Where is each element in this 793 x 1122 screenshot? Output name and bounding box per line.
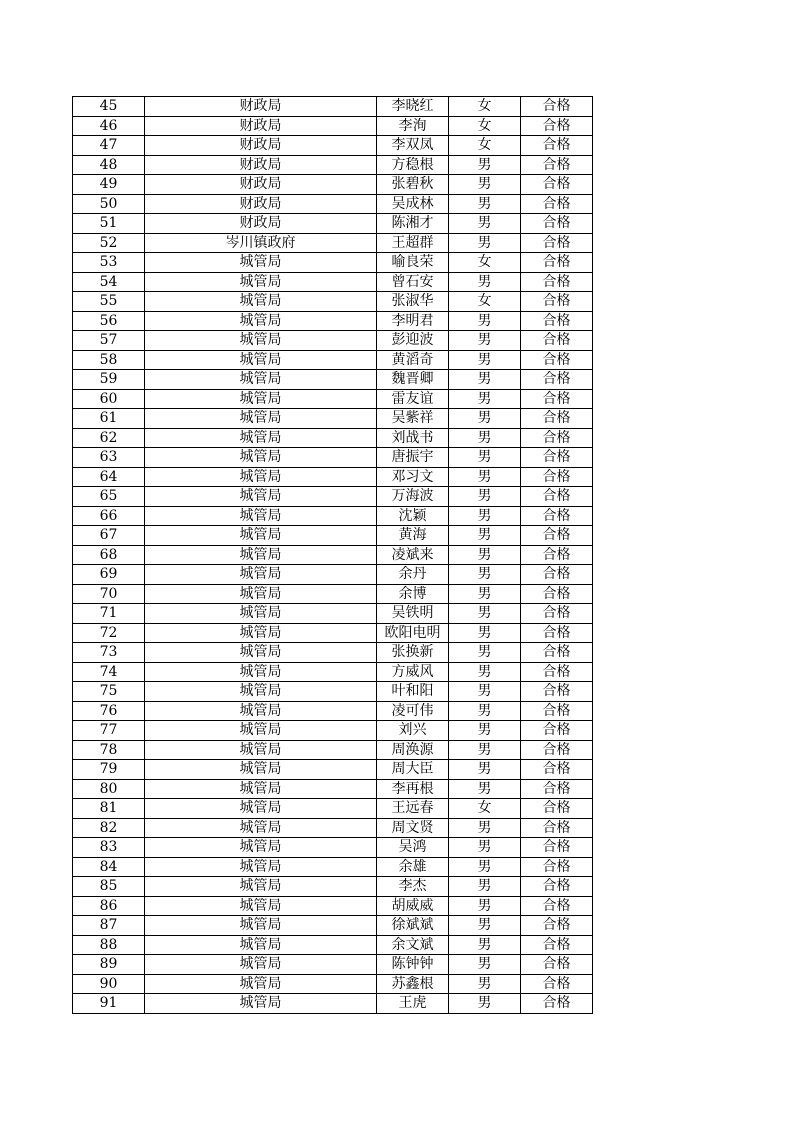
row-number-cell: 63 <box>73 448 145 468</box>
name-cell: 邓习文 <box>377 467 449 487</box>
gender-cell: 女 <box>449 799 521 819</box>
result-cell: 合格 <box>521 233 593 253</box>
unit-cell: 城管局 <box>145 584 377 604</box>
name-cell: 李双凤 <box>377 136 449 156</box>
unit-cell: 城管局 <box>145 818 377 838</box>
name-cell: 张换新 <box>377 643 449 663</box>
unit-cell: 城管局 <box>145 877 377 897</box>
name-cell: 叶和阳 <box>377 682 449 702</box>
name-cell: 沈颖 <box>377 506 449 526</box>
row-number-cell: 46 <box>73 116 145 136</box>
name-cell: 吴铁明 <box>377 604 449 624</box>
unit-cell: 城管局 <box>145 389 377 409</box>
unit-cell: 城管局 <box>145 643 377 663</box>
row-number-cell: 48 <box>73 155 145 175</box>
gender-cell: 男 <box>449 175 521 195</box>
table-row <box>73 233 593 253</box>
table-row <box>73 272 593 292</box>
gender-cell: 男 <box>449 428 521 448</box>
row-number-cell: 87 <box>73 916 145 936</box>
name-cell: 苏鑫根 <box>377 974 449 994</box>
name-cell: 胡威威 <box>377 896 449 916</box>
row-number-cell: 51 <box>73 214 145 234</box>
gender-cell: 男 <box>449 623 521 643</box>
gender-cell: 男 <box>449 214 521 234</box>
row-number-cell: 58 <box>73 350 145 370</box>
gender-cell: 男 <box>449 779 521 799</box>
name-cell: 王虎 <box>377 994 449 1014</box>
gender-cell: 男 <box>449 526 521 546</box>
unit-cell: 财政局 <box>145 97 377 117</box>
table-row <box>73 584 593 604</box>
row-number-cell: 65 <box>73 487 145 507</box>
name-cell: 周涣源 <box>377 740 449 760</box>
gender-cell: 男 <box>449 994 521 1014</box>
table-row <box>73 604 593 624</box>
table-row <box>73 935 593 955</box>
table-row <box>73 175 593 195</box>
table-row <box>73 662 593 682</box>
gender-cell: 男 <box>449 721 521 741</box>
row-number-cell: 60 <box>73 389 145 409</box>
name-cell: 曾石安 <box>377 272 449 292</box>
result-cell: 合格 <box>521 545 593 565</box>
table-row <box>73 389 593 409</box>
unit-cell: 城管局 <box>145 974 377 994</box>
result-cell: 合格 <box>521 760 593 780</box>
result-cell: 合格 <box>521 116 593 136</box>
unit-cell: 城管局 <box>145 623 377 643</box>
table-row <box>73 701 593 721</box>
row-number-cell: 91 <box>73 994 145 1014</box>
row-number-cell: 50 <box>73 194 145 214</box>
result-cell: 合格 <box>521 272 593 292</box>
result-cell: 合格 <box>521 838 593 858</box>
result-cell: 合格 <box>521 896 593 916</box>
name-cell: 黄海 <box>377 526 449 546</box>
row-number-cell: 86 <box>73 896 145 916</box>
unit-cell: 城管局 <box>145 857 377 877</box>
row-number-cell: 53 <box>73 253 145 273</box>
name-cell: 雷友谊 <box>377 389 449 409</box>
gender-cell: 男 <box>449 604 521 624</box>
name-cell: 王远春 <box>377 799 449 819</box>
gender-cell: 女 <box>449 116 521 136</box>
unit-cell: 城管局 <box>145 701 377 721</box>
unit-cell: 城管局 <box>145 935 377 955</box>
table-row <box>73 214 593 234</box>
result-cell: 合格 <box>521 97 593 117</box>
result-cell: 合格 <box>521 721 593 741</box>
result-cell: 合格 <box>521 194 593 214</box>
result-cell: 合格 <box>521 740 593 760</box>
result-cell: 合格 <box>521 214 593 234</box>
row-number-cell: 70 <box>73 584 145 604</box>
gender-cell: 男 <box>449 935 521 955</box>
gender-cell: 男 <box>449 760 521 780</box>
row-number-cell: 57 <box>73 331 145 351</box>
result-cell: 合格 <box>521 955 593 975</box>
unit-cell: 城管局 <box>145 916 377 936</box>
unit-cell: 城管局 <box>145 506 377 526</box>
row-number-cell: 56 <box>73 311 145 331</box>
row-number-cell: 80 <box>73 779 145 799</box>
result-cell: 合格 <box>521 311 593 331</box>
result-cell: 合格 <box>521 428 593 448</box>
table-row <box>73 857 593 877</box>
unit-cell: 岑川镇政府 <box>145 233 377 253</box>
name-cell: 方威风 <box>377 662 449 682</box>
result-cell: 合格 <box>521 935 593 955</box>
row-number-cell: 66 <box>73 506 145 526</box>
row-number-cell: 72 <box>73 623 145 643</box>
name-cell: 李再根 <box>377 779 449 799</box>
gender-cell: 男 <box>449 506 521 526</box>
name-cell: 吴紫祥 <box>377 409 449 429</box>
name-cell: 周文贤 <box>377 818 449 838</box>
table-row <box>73 877 593 897</box>
result-cell: 合格 <box>521 682 593 702</box>
result-cell: 合格 <box>521 389 593 409</box>
unit-cell: 城管局 <box>145 526 377 546</box>
result-cell: 合格 <box>521 136 593 156</box>
table-row <box>73 526 593 546</box>
gender-cell: 男 <box>449 643 521 663</box>
table-row <box>73 311 593 331</box>
name-cell: 吴鸿 <box>377 838 449 858</box>
row-number-cell: 59 <box>73 370 145 390</box>
gender-cell: 男 <box>449 701 521 721</box>
result-cell: 合格 <box>521 370 593 390</box>
result-cell: 合格 <box>521 331 593 351</box>
table-row <box>73 116 593 136</box>
result-cell: 合格 <box>521 623 593 643</box>
unit-cell: 城管局 <box>145 311 377 331</box>
name-cell: 吴成林 <box>377 194 449 214</box>
unit-cell: 城管局 <box>145 740 377 760</box>
result-cell: 合格 <box>521 467 593 487</box>
row-number-cell: 89 <box>73 955 145 975</box>
name-cell: 魏晋卿 <box>377 370 449 390</box>
name-cell: 陈钟钟 <box>377 955 449 975</box>
table-row <box>73 818 593 838</box>
table-row <box>73 955 593 975</box>
table-row <box>73 97 593 117</box>
gender-cell: 男 <box>449 857 521 877</box>
name-cell: 李晓红 <box>377 97 449 117</box>
unit-cell: 城管局 <box>145 838 377 858</box>
table-row <box>73 760 593 780</box>
table-row <box>73 799 593 819</box>
row-number-cell: 85 <box>73 877 145 897</box>
name-cell: 欧阳电明 <box>377 623 449 643</box>
unit-cell: 城管局 <box>145 682 377 702</box>
unit-cell: 城管局 <box>145 467 377 487</box>
unit-cell: 城管局 <box>145 350 377 370</box>
name-cell: 张淑华 <box>377 292 449 312</box>
table-row <box>73 974 593 994</box>
unit-cell: 城管局 <box>145 292 377 312</box>
name-cell: 王超群 <box>377 233 449 253</box>
name-cell: 周大臣 <box>377 760 449 780</box>
row-number-cell: 82 <box>73 818 145 838</box>
name-cell: 徐斌斌 <box>377 916 449 936</box>
row-number-cell: 84 <box>73 857 145 877</box>
result-cell: 合格 <box>521 818 593 838</box>
gender-cell: 男 <box>449 662 521 682</box>
gender-cell: 男 <box>449 877 521 897</box>
gender-cell: 男 <box>449 955 521 975</box>
gender-cell: 男 <box>449 838 521 858</box>
table-row <box>73 350 593 370</box>
gender-cell: 男 <box>449 682 521 702</box>
table-row <box>73 682 593 702</box>
name-cell: 万海波 <box>377 487 449 507</box>
table-row <box>73 292 593 312</box>
gender-cell: 男 <box>449 818 521 838</box>
unit-cell: 城管局 <box>145 955 377 975</box>
result-cell: 合格 <box>521 409 593 429</box>
table-row <box>73 740 593 760</box>
unit-cell: 城管局 <box>145 253 377 273</box>
unit-cell: 城管局 <box>145 409 377 429</box>
unit-cell: 财政局 <box>145 116 377 136</box>
row-number-cell: 78 <box>73 740 145 760</box>
result-cell: 合格 <box>521 779 593 799</box>
name-cell: 彭迎波 <box>377 331 449 351</box>
result-cell: 合格 <box>521 604 593 624</box>
row-number-cell: 74 <box>73 662 145 682</box>
gender-cell: 男 <box>449 565 521 585</box>
unit-cell: 财政局 <box>145 194 377 214</box>
row-number-cell: 77 <box>73 721 145 741</box>
gender-cell: 男 <box>449 740 521 760</box>
table-row <box>73 506 593 526</box>
gender-cell: 男 <box>449 916 521 936</box>
unit-cell: 城管局 <box>145 799 377 819</box>
table-row <box>73 253 593 273</box>
gender-cell: 女 <box>449 292 521 312</box>
unit-cell: 城管局 <box>145 721 377 741</box>
table-row <box>73 194 593 214</box>
table-row <box>73 623 593 643</box>
unit-cell: 财政局 <box>145 175 377 195</box>
unit-cell: 城管局 <box>145 370 377 390</box>
table-row <box>73 838 593 858</box>
result-cell: 合格 <box>521 799 593 819</box>
result-cell: 合格 <box>521 487 593 507</box>
name-cell: 李明君 <box>377 311 449 331</box>
gender-cell: 男 <box>449 974 521 994</box>
table-row <box>73 916 593 936</box>
row-number-cell: 68 <box>73 545 145 565</box>
name-cell: 余文斌 <box>377 935 449 955</box>
result-cell: 合格 <box>521 974 593 994</box>
name-cell: 李洵 <box>377 116 449 136</box>
table-row <box>73 448 593 468</box>
gender-cell: 男 <box>449 350 521 370</box>
table-row <box>73 136 593 156</box>
result-cell: 合格 <box>521 643 593 663</box>
gender-cell: 男 <box>449 389 521 409</box>
roster-table <box>72 96 593 1014</box>
table-body <box>73 97 593 1014</box>
result-cell: 合格 <box>521 701 593 721</box>
row-number-cell: 52 <box>73 233 145 253</box>
result-cell: 合格 <box>521 155 593 175</box>
table-row <box>73 545 593 565</box>
unit-cell: 城管局 <box>145 545 377 565</box>
row-number-cell: 54 <box>73 272 145 292</box>
unit-cell: 城管局 <box>145 662 377 682</box>
unit-cell: 城管局 <box>145 779 377 799</box>
gender-cell: 女 <box>449 136 521 156</box>
unit-cell: 财政局 <box>145 214 377 234</box>
result-cell: 合格 <box>521 857 593 877</box>
name-cell: 陈湘才 <box>377 214 449 234</box>
unit-cell: 城管局 <box>145 896 377 916</box>
gender-cell: 男 <box>449 584 521 604</box>
result-cell: 合格 <box>521 994 593 1014</box>
result-cell: 合格 <box>521 506 593 526</box>
table-row <box>73 428 593 448</box>
result-cell: 合格 <box>521 877 593 897</box>
unit-cell: 城管局 <box>145 272 377 292</box>
name-cell: 方稳根 <box>377 155 449 175</box>
row-number-cell: 88 <box>73 935 145 955</box>
result-cell: 合格 <box>521 350 593 370</box>
gender-cell: 男 <box>449 233 521 253</box>
table-row <box>73 370 593 390</box>
table-row <box>73 409 593 429</box>
row-number-cell: 45 <box>73 97 145 117</box>
gender-cell: 男 <box>449 467 521 487</box>
name-cell: 余雄 <box>377 857 449 877</box>
gender-cell: 男 <box>449 194 521 214</box>
table-row <box>73 467 593 487</box>
row-number-cell: 81 <box>73 799 145 819</box>
name-cell: 李杰 <box>377 877 449 897</box>
table-row <box>73 721 593 741</box>
row-number-cell: 79 <box>73 760 145 780</box>
gender-cell: 女 <box>449 253 521 273</box>
gender-cell: 男 <box>449 896 521 916</box>
row-number-cell: 67 <box>73 526 145 546</box>
result-cell: 合格 <box>521 526 593 546</box>
gender-cell: 男 <box>449 331 521 351</box>
gender-cell: 男 <box>449 311 521 331</box>
table-row <box>73 155 593 175</box>
gender-cell: 男 <box>449 272 521 292</box>
name-cell: 余博 <box>377 584 449 604</box>
result-cell: 合格 <box>521 253 593 273</box>
result-cell: 合格 <box>521 916 593 936</box>
row-number-cell: 61 <box>73 409 145 429</box>
gender-cell: 女 <box>449 97 521 117</box>
gender-cell: 男 <box>449 448 521 468</box>
row-number-cell: 71 <box>73 604 145 624</box>
table-row <box>73 331 593 351</box>
row-number-cell: 76 <box>73 701 145 721</box>
table-row <box>73 643 593 663</box>
row-number-cell: 73 <box>73 643 145 663</box>
name-cell: 凌斌来 <box>377 545 449 565</box>
result-cell: 合格 <box>521 292 593 312</box>
unit-cell: 城管局 <box>145 448 377 468</box>
result-cell: 合格 <box>521 175 593 195</box>
table-row <box>73 779 593 799</box>
table-row <box>73 896 593 916</box>
row-number-cell: 49 <box>73 175 145 195</box>
gender-cell: 男 <box>449 370 521 390</box>
row-number-cell: 90 <box>73 974 145 994</box>
name-cell: 黄滔奇 <box>377 350 449 370</box>
row-number-cell: 55 <box>73 292 145 312</box>
name-cell: 张碧秋 <box>377 175 449 195</box>
name-cell: 凌可伟 <box>377 701 449 721</box>
unit-cell: 城管局 <box>145 487 377 507</box>
name-cell: 喻良荣 <box>377 253 449 273</box>
unit-cell: 财政局 <box>145 136 377 156</box>
row-number-cell: 69 <box>73 565 145 585</box>
unit-cell: 城管局 <box>145 994 377 1014</box>
unit-cell: 城管局 <box>145 604 377 624</box>
table-row <box>73 994 593 1014</box>
row-number-cell: 62 <box>73 428 145 448</box>
result-cell: 合格 <box>521 584 593 604</box>
table-row <box>73 487 593 507</box>
row-number-cell: 64 <box>73 467 145 487</box>
row-number-cell: 83 <box>73 838 145 858</box>
gender-cell: 男 <box>449 487 521 507</box>
name-cell: 刘战书 <box>377 428 449 448</box>
name-cell: 余丹 <box>377 565 449 585</box>
gender-cell: 男 <box>449 545 521 565</box>
gender-cell: 男 <box>449 409 521 429</box>
name-cell: 唐振宇 <box>377 448 449 468</box>
result-cell: 合格 <box>521 448 593 468</box>
unit-cell: 城管局 <box>145 760 377 780</box>
row-number-cell: 47 <box>73 136 145 156</box>
unit-cell: 城管局 <box>145 565 377 585</box>
result-cell: 合格 <box>521 662 593 682</box>
gender-cell: 男 <box>449 155 521 175</box>
row-number-cell: 75 <box>73 682 145 702</box>
unit-cell: 城管局 <box>145 331 377 351</box>
result-cell: 合格 <box>521 565 593 585</box>
unit-cell: 财政局 <box>145 155 377 175</box>
unit-cell: 城管局 <box>145 428 377 448</box>
name-cell: 刘兴 <box>377 721 449 741</box>
table-row <box>73 565 593 585</box>
